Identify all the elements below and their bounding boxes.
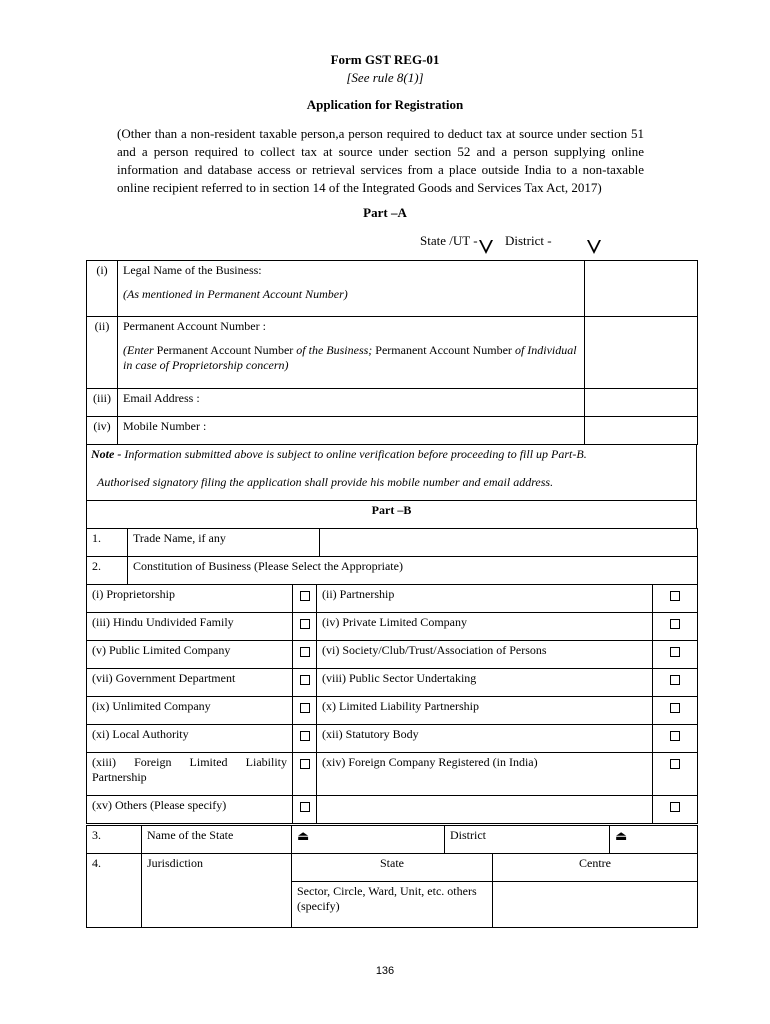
checkbox[interactable] <box>670 675 680 685</box>
checkbox[interactable] <box>670 591 680 601</box>
checkbox[interactable] <box>300 591 310 601</box>
checkbox-cell <box>653 697 698 725</box>
checkbox-cell <box>653 613 698 641</box>
checkbox-cell <box>653 641 698 669</box>
sector-label: Sector, Circle, Ward, Unit, etc. others (specify) <box>292 882 493 928</box>
checkbox-cell <box>653 585 698 613</box>
checkbox-cell <box>653 796 698 824</box>
checkbox-cell <box>293 796 317 824</box>
note-text: Information submitted above is subject to online verification before proceeding to fill up Part-B. <box>124 447 587 461</box>
constitution-option-label: (i) Proprietorship <box>87 585 293 613</box>
field-note: (As mentioned in Permanent Account Number) <box>123 287 348 301</box>
note-row <box>87 445 697 501</box>
eject-icon[interactable]: ⏏ <box>297 828 310 843</box>
mobile-input[interactable] <box>585 417 698 445</box>
row-number: (ii) <box>87 317 118 389</box>
constitution-option-label: (iv) Private Limited Company <box>317 613 653 641</box>
note-table <box>86 444 697 529</box>
constitution-label: Constitution of Business (Please Select the Appropriate) <box>128 557 698 585</box>
constitution-option-label: (xiii) Foreign Limited Liability Partnership <box>87 753 293 796</box>
trade-name-label: Trade Name, if any <box>128 529 320 557</box>
table-row <box>87 417 698 445</box>
constitution-option-label: (v) Public Limited Company <box>87 641 293 669</box>
table-row <box>87 854 698 882</box>
intro-paragraph: (Other than a non-resident taxable person,a person required to deduct tax at source under section 51 and a person required to collect tax at source under section 52 and a person supplying online information and database access or retrieval services from a place outside India to a non-taxable online recipient referred to in section 14 of the Integrated Goods and Services Tax Act, 2017) <box>117 126 644 195</box>
table-row <box>87 826 698 854</box>
state-dropdown-icon[interactable] <box>479 240 493 254</box>
constitution-option-label: (xii) Statutory Body <box>317 725 653 753</box>
constitution-option-label: (viii) Public Sector Undertaking <box>317 669 653 697</box>
legal-name-input[interactable] <box>585 261 698 317</box>
trade-name-input[interactable] <box>320 529 698 557</box>
checkbox[interactable] <box>670 703 680 713</box>
constitution-row <box>87 641 698 669</box>
note-cell <box>87 445 697 501</box>
table-row <box>87 261 698 317</box>
constitution-table <box>86 584 698 824</box>
constitution-row <box>87 753 698 796</box>
constitution-option-label: (iii) Hindu Undivided Family <box>87 613 293 641</box>
jurisdiction-label: Jurisdiction <box>142 854 292 928</box>
centre-input[interactable] <box>493 882 698 928</box>
row-number: 1. <box>87 529 128 557</box>
checkbox[interactable] <box>670 619 680 629</box>
checkbox[interactable] <box>670 802 680 812</box>
checkbox[interactable] <box>300 802 310 812</box>
checkbox[interactable] <box>670 731 680 741</box>
field-label: Permanent Account Number : <box>123 319 266 333</box>
part-a-table <box>86 260 698 445</box>
table-row <box>87 317 698 389</box>
checkbox-cell <box>293 725 317 753</box>
constitution-option-label: (x) Limited Liability Partnership <box>317 697 653 725</box>
part-b-heading: Part –B <box>87 501 697 529</box>
checkbox-cell <box>293 613 317 641</box>
pan-input[interactable] <box>585 317 698 389</box>
checkbox-cell <box>293 641 317 669</box>
mobile-label: Mobile Number : <box>118 417 585 445</box>
constitution-option-label <box>317 796 653 824</box>
field-note: (Enter Permanent Account Number of the Business; Permanent Account Number of Individual in case of Proprietorship concern) <box>123 343 577 372</box>
checkbox-cell <box>653 725 698 753</box>
district-select-label: District <box>445 826 610 854</box>
constitution-option-label: (vi) Society/Club/Trust/Association of Persons <box>317 641 653 669</box>
checkbox[interactable] <box>670 759 680 769</box>
checkbox-cell <box>293 585 317 613</box>
row-number: 2. <box>87 557 128 585</box>
state-name-select[interactable] <box>292 826 445 854</box>
checkbox[interactable] <box>300 731 310 741</box>
checkbox-cell <box>293 669 317 697</box>
table-row <box>87 557 698 585</box>
form-title: Form GST REG-01 <box>330 52 440 67</box>
checkbox-cell <box>653 753 698 796</box>
table-row <box>87 389 698 417</box>
note-label: Note - <box>91 447 122 461</box>
constitution-row <box>87 796 698 824</box>
row-number: (iv) <box>87 417 118 445</box>
district-select[interactable] <box>610 826 698 854</box>
checkbox[interactable] <box>300 619 310 629</box>
checkbox-cell <box>293 753 317 796</box>
pan-label <box>118 317 585 389</box>
constitution-row <box>87 697 698 725</box>
rule-reference: [See rule 8(1)] <box>346 70 424 85</box>
row-number: (iii) <box>87 389 118 417</box>
constitution-option-label: (xv) Others (Please specify) <box>87 796 293 824</box>
field-label: Legal Name of the Business: <box>123 263 262 277</box>
table-row <box>87 529 698 557</box>
checkbox-cell <box>653 669 698 697</box>
part-b-table <box>86 528 698 585</box>
state-jurisdiction-table <box>86 825 698 928</box>
page-number: 136 <box>375 965 395 977</box>
constitution-row <box>87 669 698 697</box>
eject-icon[interactable]: ⏏ <box>615 828 628 843</box>
part-a-heading: Part –A <box>363 205 407 220</box>
constitution-row <box>87 613 698 641</box>
district-dropdown-icon[interactable] <box>587 240 601 254</box>
jurisdiction-state-header: State <box>292 854 493 882</box>
note-line2: Authorised signatory filing the application shall provide his mobile number and email address. <box>97 475 554 489</box>
checkbox[interactable] <box>300 703 310 713</box>
constitution-option-label: (ix) Unlimited Company <box>87 697 293 725</box>
jurisdiction-centre-header: Centre <box>493 854 698 882</box>
checkbox-cell <box>293 697 317 725</box>
form-subtitle: Application for Registration <box>306 97 464 112</box>
checkbox[interactable] <box>670 647 680 657</box>
constitution-option-label: (ii) Partnership <box>317 585 653 613</box>
checkbox[interactable] <box>300 647 310 657</box>
email-label: Email Address : <box>118 389 585 417</box>
constitution-row <box>87 585 698 613</box>
checkbox[interactable] <box>300 759 310 769</box>
row-number: 4. <box>87 854 142 928</box>
constitution-option-label: (xi) Local Authority <box>87 725 293 753</box>
email-input[interactable] <box>585 389 698 417</box>
part-b-heading-row <box>87 501 697 529</box>
row-number: (i) <box>87 261 118 317</box>
district-label: District - <box>505 233 552 248</box>
row-number: 3. <box>87 826 142 854</box>
checkbox[interactable] <box>300 675 310 685</box>
legal-name-label <box>118 261 585 317</box>
state-name-label: Name of the State <box>142 826 292 854</box>
constitution-option-label: (xiv) Foreign Company Registered (in India) <box>317 753 653 796</box>
constitution-option-label: (vii) Government Department <box>87 669 293 697</box>
constitution-row <box>87 725 698 753</box>
state-ut-label: State /UT - <box>420 233 478 248</box>
